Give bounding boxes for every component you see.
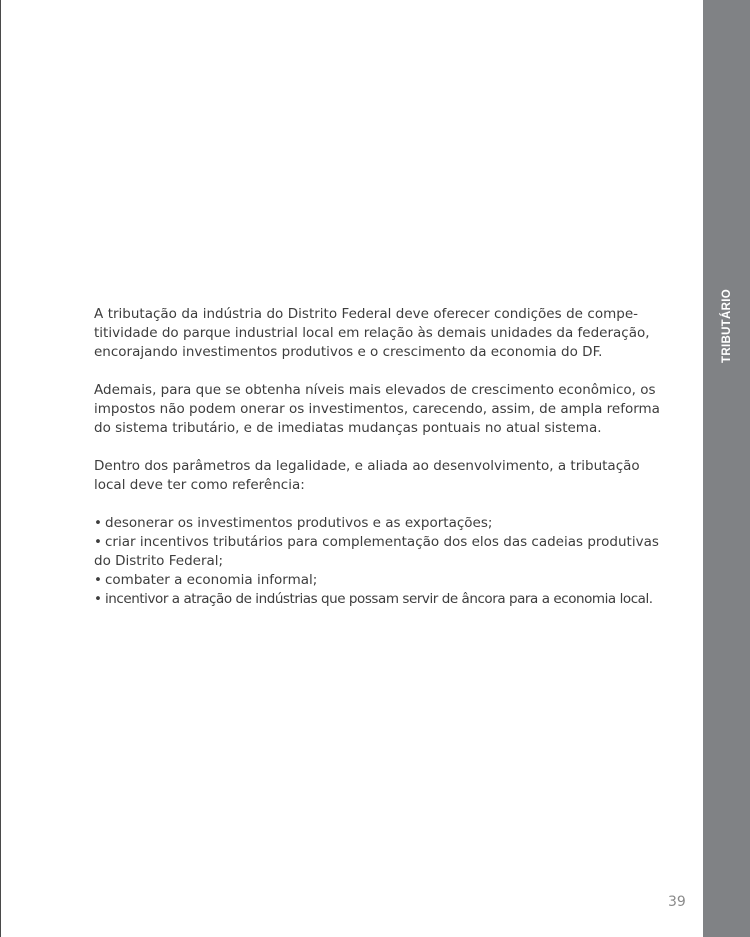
bullet-icon: • [94, 572, 102, 588]
list-item-text: incentivor a atração de indústrias que possam servir de âncora para a economia local. [105, 591, 653, 607]
list-item-text: combater a economia informal; [105, 572, 318, 588]
list-item [94, 533, 659, 571]
text-line: impostos não podem onerar os investimentos, carecendo, assim, de ampla reforma [94, 401, 660, 417]
text-line: Dentro dos parâmetros da legalidade, e aliada ao desenvolvimento, a tributação [94, 458, 640, 474]
bullet-icon: • [94, 534, 102, 550]
text-line: local deve ter como referência: [94, 477, 305, 493]
list-item [94, 590, 653, 609]
body-text [94, 305, 660, 609]
bullet-list [94, 514, 659, 609]
bullet-icon: • [94, 515, 102, 531]
text-line: Ademais, para que se obtenha níveis mais elevados de crescimento econômico, os [94, 382, 656, 398]
text-line: titividade do parque industrial local em relação às demais unidades da federação, [94, 325, 650, 341]
page-number: 39 [668, 894, 686, 910]
text-line: do sistema tributário, e de imediatas mudanças pontuais no atual sistema. [94, 420, 602, 436]
text-line: encorajando investimentos produtivos e o crescimento da economia do DF. [94, 344, 603, 360]
bullet-icon: • [94, 591, 102, 607]
paragraph-1 [94, 305, 650, 362]
paragraph-3 [94, 457, 638, 495]
section-sidebar [703, 0, 750, 937]
list-item-text: do Distrito Federal; [94, 553, 224, 569]
list-item-text: desonerar os investimentos produtivos e as exportações; [105, 515, 493, 531]
paragraph-2 [94, 381, 660, 438]
list-item-text: criar incentivos tributários para complementação dos elos das cadeias produtivas [105, 534, 659, 550]
list-item [94, 571, 638, 590]
list-item [94, 514, 638, 533]
page-left-edge [0, 0, 1, 937]
section-label: TRIBUTÁRIO [721, 289, 733, 363]
text-line: A tributação da indústria do Distrito Federal deve oferecer condições de compe- [94, 306, 638, 322]
